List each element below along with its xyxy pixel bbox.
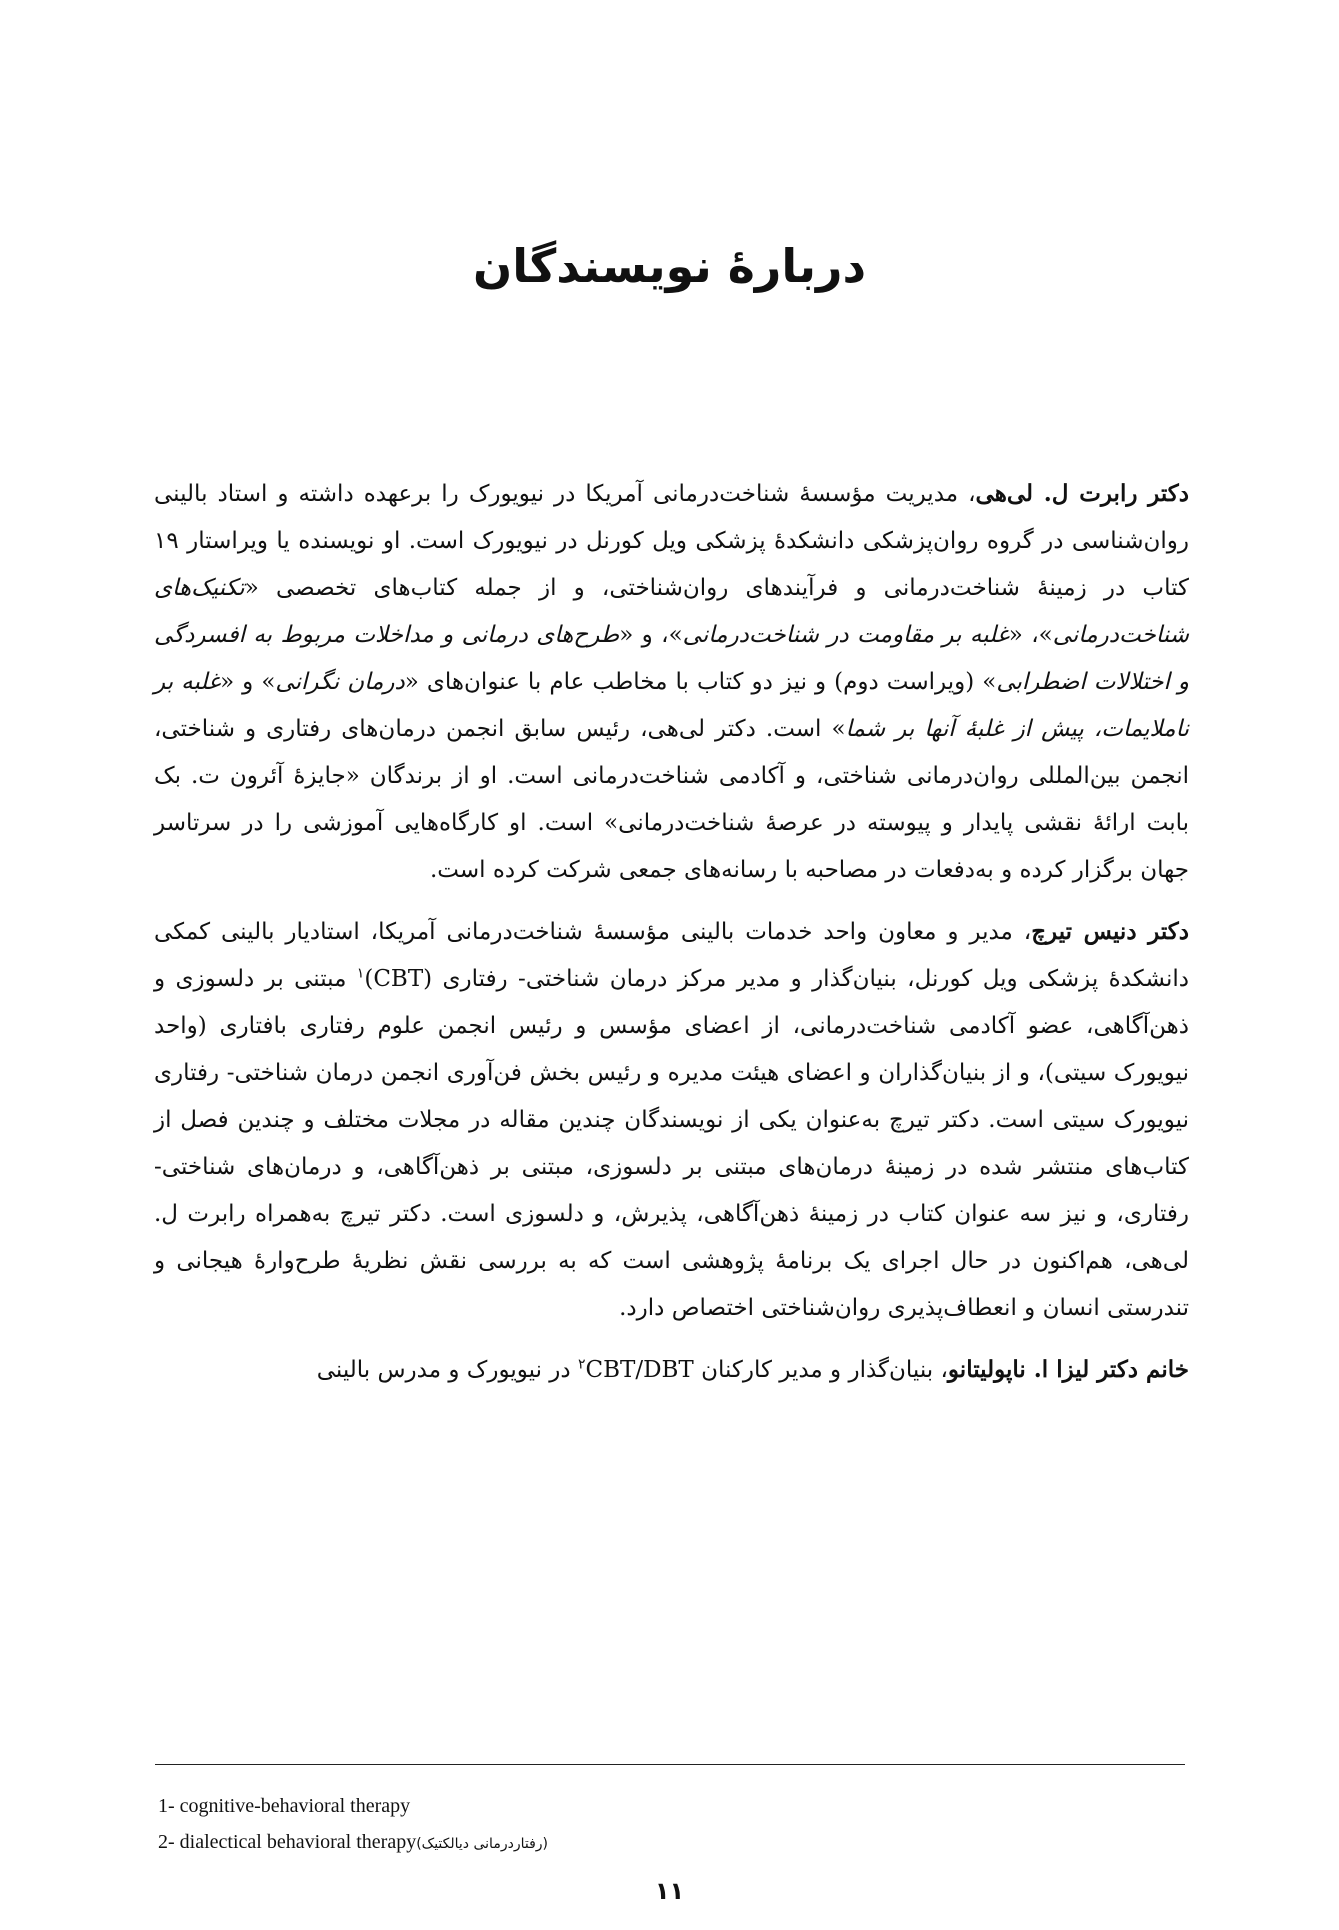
paragraph-text: » است. دکتر لی‌هی، رئیس سابق انجمن درمان‌های رفتاری و شناختی، انجمن بین‌المللی روان‌درمانی شناختی، و آکادمی شناخت‌درمانی است. او از برندگان «جایزهٔ آئرون ت. بک بابت ارائهٔ نقشی پایدار و پیوسته در عرصهٔ شناخت‌درمانی» است. او کارگاه‌هایی آموزشی را در سرتاسر جهان برگزار کرده و به‌دفعات در مصاحبه با رسانه‌های جمعی شرکت کرده است. <box>154 716 1189 883</box>
footnote-text: 2- dialectical behavioral therapy <box>158 1831 417 1853</box>
paragraph-text: ، مدیریت مؤسسهٔ شناخت‌درمانی آمریکا در نیویورک را برعهده داشته و استاد بالینی روان‌شناسی در گروه روان‌پزشکی دانشکدهٔ پزشکی ویل کورنل در نیویورک است. او نویسنده یا ویراستار ۱۹ کتاب در زمینهٔ شناخت‌درمانی و فرآیندهای روان‌شناختی، و از جمله کتاب‌های تخصصی « <box>154 481 1189 601</box>
footnote-marker: ۱ <box>356 965 365 982</box>
paragraph-text: طرح‌های درمانی و مداخلات مربوط به افسردگی و اختلالات اضطرابی <box>154 622 1189 695</box>
paragraph-text: CBT/DBT <box>585 1357 694 1383</box>
paragraph-text: درمان نگرانی <box>275 669 405 695</box>
paragraph-bio-robert-leahy <box>154 470 1189 894</box>
paragraph-text: غلبه بر مقاومت در شناخت‌درمانی <box>682 622 1009 648</box>
paragraph-text: در نیویورک و مدرس بالینی <box>316 1357 578 1383</box>
footnote-translation: (رفتاردرمانی دیالکتیک) <box>416 1836 548 1852</box>
footnotes <box>158 1788 1178 1862</box>
footnote-divider <box>155 1764 1185 1765</box>
paragraph-bio-dennis-tirch <box>154 908 1189 1332</box>
paragraph-text: »، و « <box>619 622 683 648</box>
paragraph-bio-lisa-napolitano <box>154 1346 1189 1394</box>
footnote-text: 1- cognitive-behavioral therapy <box>158 1795 411 1817</box>
paragraph-text: ، مدیر و معاون واحد خدمات بالینی مؤسسهٔ شناخت‌درمانی آمریکا، استادیار بالینی کمکی دانشکدهٔ پزشکی ویل کورنل، بنیان‌گذار و مدیر مرکز درمان شناختی- رفتاری (CBT) <box>154 919 1190 992</box>
paragraph-text: مبتنی بر دلسوزی و ذهن‌آگاهی، عضو آکادمی شناخت‌درمانی، از اعضای مؤسس و رئیس انجمن علوم رفتاری بافتاری (واحد نیویورک سیتی)، و از بنیان‌گذاران و اعضای هیئت مدیره و رئیس بخش فن‌آوری انجمن درمان شناختی- رفتاری نیویورک سیتی است. دکتر تیرچ به‌عنوان یکی از نویسندگان چندین مقاله در مجلات مختلف و چندین فصل از کتاب‌های منتشر شده در زمینهٔ درمان‌های مبتنی بر دلسوزی، مبتنی بر ذهن‌آگاهی، و درمان‌های شناختی- رفتاری، و نیز سه عنوان کتاب در زمینهٔ ذهن‌آگاهی، پذیرش، و دلسوزی است. دکتر تیرچ به‌همراه رابرت ل. لی‌هی، هم‌اکنون در حال اجرای یک برنامهٔ پژوهشی است که به بررسی نقش نظریهٔ طرح‌وارهٔ هیجانی و تندرستی انسان و انعطاف‌پذیری روان‌شناختی اختصاص دارد. <box>154 966 1189 1321</box>
footnote-2 <box>158 1824 1178 1862</box>
page-title: دربارهٔ نویسندگان <box>472 239 867 293</box>
paragraph-text: »، « <box>1008 622 1053 648</box>
paragraph-text: تکنیک‌های شناخت‌درمانی <box>154 575 1190 648</box>
author-name: دکتر رابرت ل. لی‌هی <box>975 480 1189 507</box>
author-name: دکتر دنیس تیرچ <box>1031 918 1189 945</box>
paragraph-text: غلبه بر ناملایمات، پیش از غلبهٔ آنها بر شما <box>154 669 1190 742</box>
paragraph-text: » (ویراست دوم) و نیز دو کتاب با مخاطب عام با عنوان‌های « <box>404 669 997 695</box>
footnote-1 <box>158 1788 1178 1824</box>
paragraph-text: ، بنیان‌گذار و مدیر کارکنان <box>693 1357 948 1383</box>
paragraph-text: » و « <box>220 669 276 695</box>
author-name: خانم دکتر لیزا ا. ناپولیتانو <box>947 1356 1189 1383</box>
body-text <box>154 470 1189 1408</box>
page-number: ۱۱ <box>654 1877 685 1905</box>
footnote-marker: ۲ <box>577 1356 586 1373</box>
